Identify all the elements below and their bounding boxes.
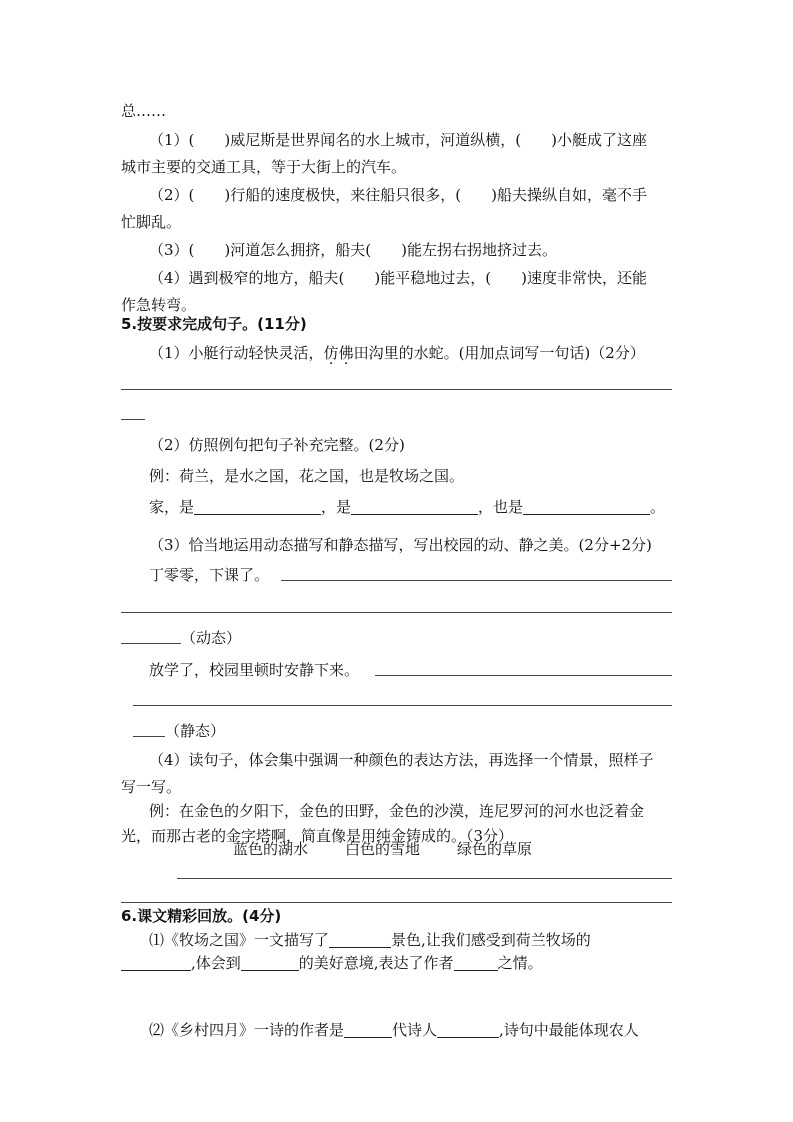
blank-feeling[interactable] [121, 954, 191, 971]
fill-item-2-line-a: （2）( )行船的速度极快，来往船只很多，( )船夫操纵自如，毫不手 [149, 186, 647, 204]
blank-poet[interactable] [437, 1021, 499, 1038]
blank-emotion[interactable] [454, 954, 498, 971]
answer-line-short[interactable] [121, 643, 181, 644]
sentence-4-example-b: 光，而那古老的金字塔啊，简直像是用纯金铸成的。（3分） [121, 827, 514, 845]
fill-prefix: 家，是 [149, 498, 195, 516]
bell-sentence: 丁零零，下课了。 [149, 566, 270, 584]
recall-2-text-b: 代诗人 [392, 1021, 438, 1039]
recall-1-text-d: 的美好意境,表达了作者 [298, 954, 454, 972]
question-5-title: 5.按要求完成句子。(11分) [121, 315, 307, 333]
continuation-text: 总…… [121, 102, 167, 120]
fill-item-4-line-a: （4）遇到极窄的地方，船夫( )能平稳地过去，( )速度非常快，还能 [149, 269, 647, 287]
sentence-1 [149, 343, 645, 363]
static-label: （静态） [165, 722, 226, 740]
answer-line[interactable] [121, 902, 672, 903]
recall-1-line-a [149, 930, 591, 950]
recall-1-text-e: 之情。 [497, 954, 543, 972]
fill-also: ，也是 [478, 498, 524, 516]
sentence-3-prompt: （3）恰当地运用动态描写和静态描写，写出校园的动、静之美。(2分+2分) [149, 536, 652, 554]
answer-line[interactable] [121, 389, 672, 390]
answer-line[interactable] [121, 612, 672, 613]
fill-item-1-line-b: 城市主要的交通工具，等于大街上的汽车。 [121, 158, 407, 176]
answer-line[interactable] [133, 705, 672, 706]
fill-item-2-line-b: 忙脚乱。 [121, 213, 182, 231]
sentence-1-pre: （1）小艇行动轻快灵活， [149, 344, 324, 362]
recall-2-text-a: ⑵《乡村四月》一诗的作者是 [149, 1021, 345, 1039]
fill-item-3: （3）( )河道怎么拥挤，船夫( )能左拐右拐地挤过去。 [149, 241, 557, 259]
sentence-1-post: 田沟里的水蛇。(用加点词写一句话)（2分） [353, 344, 645, 362]
answer-line-short[interactable] [121, 419, 145, 420]
blank-mood[interactable] [241, 954, 299, 971]
dotted-char-2: 佛 [338, 344, 354, 362]
sentence-4-prompt-b: 写一写。 [121, 778, 182, 796]
sentence-4-prompt-a: （4）读句子，体会集中强调一种颜色的表达方法，再选择一个情景，照样子 [149, 751, 654, 769]
blank-dynasty[interactable] [344, 1021, 392, 1038]
sentence-2-example: 例：荷兰，是水之国，花之国，也是牧场之国。 [149, 467, 465, 485]
blank-3[interactable] [523, 498, 650, 515]
dotted-char-1: 仿 [323, 344, 339, 362]
recall-2-text-c: ,诗句中最能体现农人 [499, 1021, 639, 1039]
recall-1-line-b [121, 953, 543, 973]
scene-option-2: 白色的雪地 [345, 840, 421, 858]
fill-end: 。 [650, 498, 666, 516]
fill-mid: ，是 [321, 498, 352, 516]
fill-item-1-line-a: （1）( )威尼斯是世界闻名的水上城市，河道纵横，( )小艇成了这座 [149, 131, 647, 149]
recall-1-text-a: ⑴《牧场之国》一文描写了 [149, 931, 330, 949]
after-school-sentence: 放学了，校园里顿时安静下来。 [149, 661, 360, 679]
recall-1-text-c: ,体会到 [191, 954, 241, 972]
answer-line[interactable] [375, 675, 672, 676]
recall-2-line [149, 1020, 639, 1040]
question-6-title: 6.课文精彩回放。(4分) [121, 907, 282, 925]
scene-option-1: 蓝色的湖水 [233, 840, 309, 858]
blank-2[interactable] [351, 498, 478, 515]
sentence-4-example-a: 例：在金色的夕阳下，金色的田野，金色的沙漠，连尼罗河的河水也泛着金 [149, 802, 645, 820]
dynamic-label: （动态） [181, 629, 242, 647]
recall-1-text-b: 景色,让我们感受到荷兰牧场的 [391, 931, 591, 949]
blank-scenery[interactable] [329, 931, 391, 948]
sentence-2-fill [149, 497, 665, 517]
answer-line[interactable] [281, 580, 672, 581]
sentence-2-prompt: （2）仿照例句把句子补充完整。(2分) [149, 436, 405, 454]
fill-item-4-line-b: 作急转弯。 [121, 296, 197, 314]
answer-line[interactable] [177, 878, 672, 879]
scene-option-3: 绿色的草原 [457, 840, 533, 858]
blank-1[interactable] [194, 498, 321, 515]
answer-line-short[interactable] [133, 736, 165, 737]
